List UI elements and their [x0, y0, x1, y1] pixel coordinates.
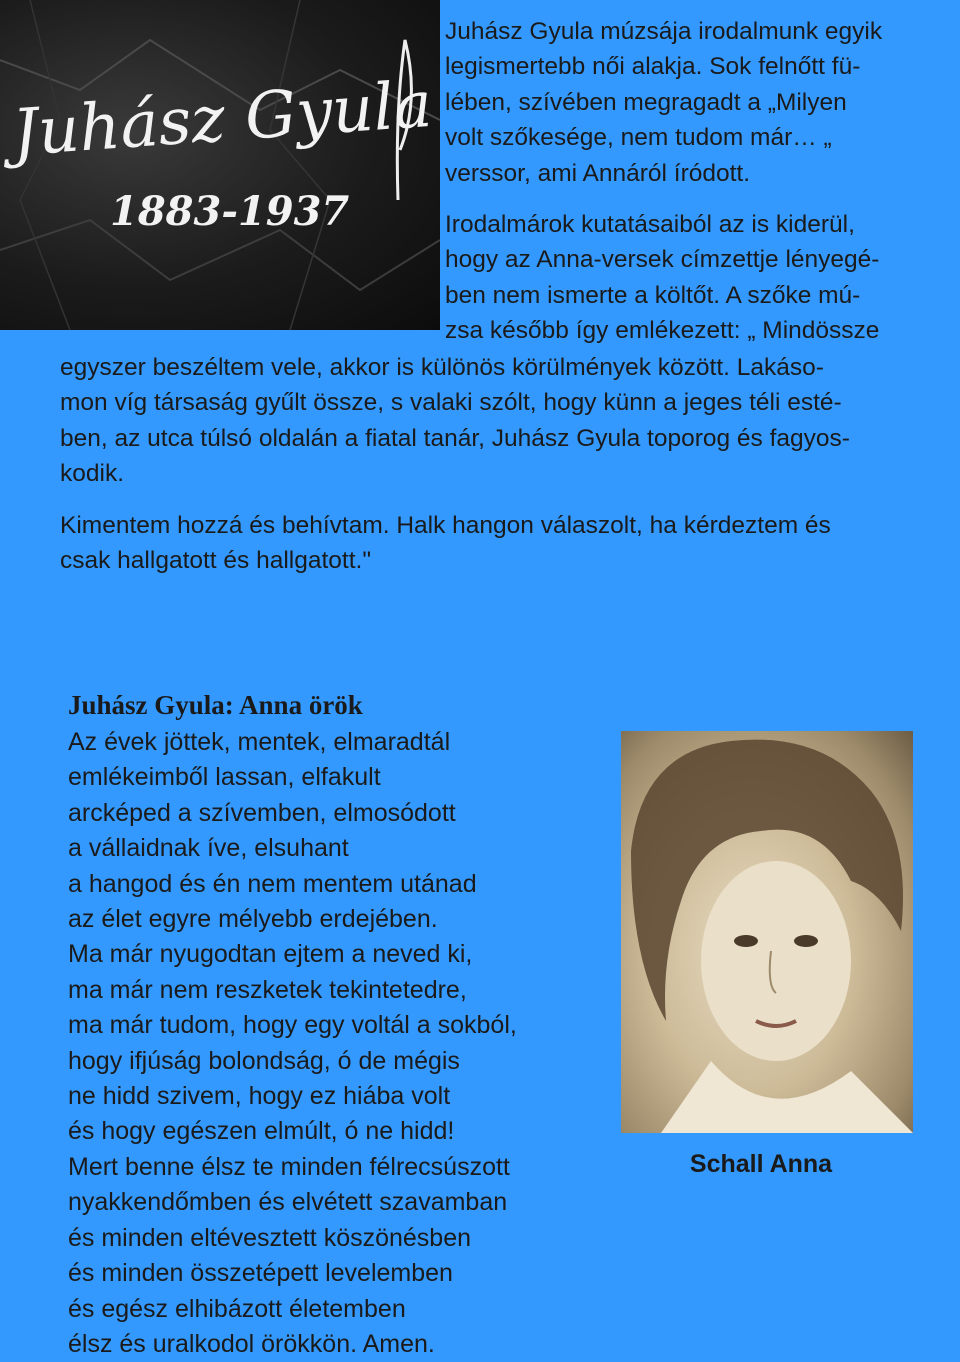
intro-paragraph-1 [445, 14, 915, 191]
poem-line: és hogy egészen elmúlt, ó ne hidd! [68, 1117, 455, 1146]
title-card-image [0, 0, 440, 330]
poem-line: nyakkendőmben és elvétett szavamban [68, 1188, 508, 1217]
poem-line: arcképed a szívemben, elmosódott [68, 798, 456, 827]
poem-line: hogy ifjúság bolondság, ó de mégis [68, 1046, 460, 1075]
poem-line: és egész elhibázott életemben [68, 1294, 406, 1323]
poem-line: és minden eltévesztett köszönésben [68, 1223, 472, 1252]
text-line: legismertebb női alakja. Sok felnőtt fü- [445, 53, 861, 81]
intro-paragraph-2-top [445, 207, 915, 349]
poem-line: ma már tudom, hogy egy voltál a sokból, [68, 1011, 517, 1040]
text-line: ben, az utca túlsó oldalán a fiatal tanár, Juhász Gyula toporog és fagyos- [60, 424, 850, 452]
poem-line: Mert benne élsz te minden félrecsúszott [68, 1152, 510, 1181]
text-line: Kimentem hozzá és behívtam. Halk hangon válaszolt, ha kérdeztem és [60, 511, 831, 539]
poem-line: a vállaidnak íve, elsuhant [68, 834, 349, 863]
portrait-caption: Schall Anna [689, 1150, 833, 1178]
intro-paragraph-3 [60, 508, 905, 579]
text-line: mon víg társaság gyűlt össze, s valaki szólt, hogy künn a jeges téli esté- [60, 389, 842, 417]
portrait-photo [621, 731, 913, 1133]
intro-text-full [60, 350, 905, 578]
poem-body [68, 725, 608, 1362]
title-card-signature: Juhász Gyula [9, 67, 435, 171]
title-card-years: 1883-1937 [110, 188, 350, 235]
poem-title: Juhász Gyula: Anna örök [68, 690, 363, 720]
text-line: volt szőkesége, nem tudom már… „ [445, 124, 832, 152]
poem-line: az élet egyre mélyebb erdejében. [68, 905, 438, 934]
text-line: egyszer beszéltem vele, akkor is különös körülmények között. Lakáso- [60, 354, 824, 381]
text-line: lében, szívében megragadt a „Milyen [445, 88, 847, 116]
text-line: zsa később így emlékezett: „ Mindössze [445, 317, 880, 345]
text-line: csak hallgatott és hallgatott." [60, 547, 372, 575]
text-line: Juhász Gyula múzsája irodalmunk egyik [445, 18, 883, 45]
text-line: kodik. [60, 460, 125, 488]
poem-line: Az évek jöttek, mentek, elmaradtál [68, 728, 451, 756]
portrait-graphic [621, 731, 913, 1133]
text-line: Irodalmárok kutatásaiból az is kiderül, [445, 211, 855, 239]
text-line: verssor, ami Annáról íródott. [445, 159, 751, 187]
poem-line: ne hidd szivem, hogy ez hiába volt [68, 1082, 451, 1111]
title-card-graphic [0, 0, 440, 330]
intro-text-top [445, 14, 915, 349]
text-line: hogy az Anna-versek címzettje lényegé- [445, 246, 880, 274]
text-line: ben nem ismerte a költőt. A szőke mú- [445, 281, 861, 309]
poem-line: élsz és uralkodol örökkön. Amen. [68, 1329, 435, 1358]
poem-line: és minden összetépett levelemben [68, 1259, 453, 1288]
poem-line: ma már nem reszketek tekintetedre, [68, 975, 467, 1004]
intro-paragraph-2-rest [60, 350, 905, 492]
poem-line: emlékeimből lassan, elfakult [68, 763, 381, 792]
poem-line: a hangod és én nem mentem utánad [68, 869, 477, 898]
poem-line: Ma már nyugodtan ejtem a neved ki, [68, 940, 473, 969]
